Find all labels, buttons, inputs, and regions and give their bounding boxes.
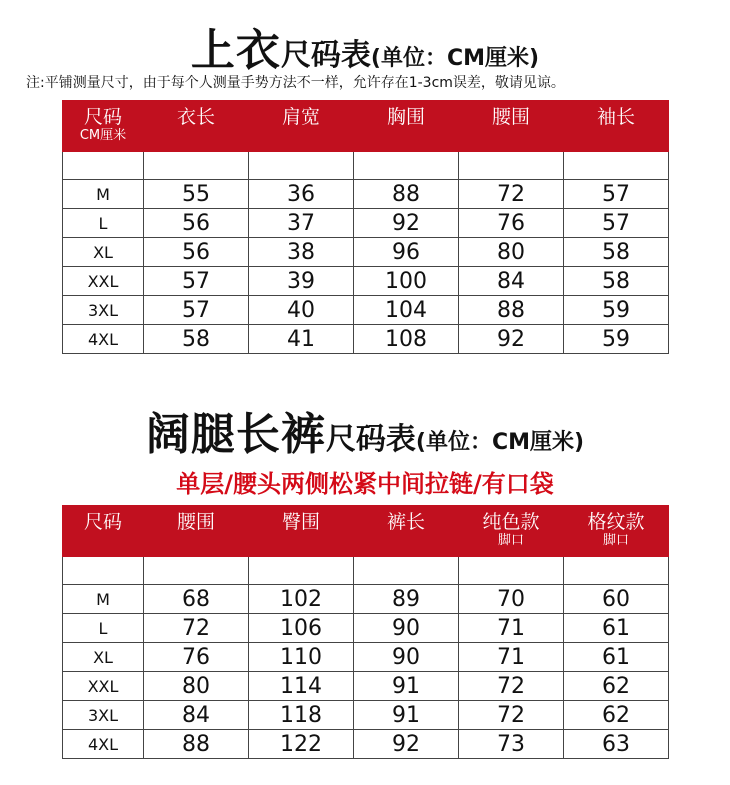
- tops-header-bust: 胸围: [354, 101, 459, 152]
- tops-table-row: [63, 296, 669, 325]
- tops-size-cell: XL: [63, 238, 144, 267]
- tops-value-cell: 88: [459, 296, 564, 325]
- tops-value-cell: 80: [459, 238, 564, 267]
- pants-value-cell: 89: [354, 585, 459, 614]
- pants-header-waist: 腰围: [144, 506, 249, 557]
- pants-size-table: [62, 505, 669, 759]
- pants-value-cell: 90: [354, 643, 459, 672]
- tops-value-cell: 57: [564, 180, 669, 209]
- pants-value-cell: 73: [459, 730, 564, 759]
- tops-value-cell: 88: [354, 180, 459, 209]
- tops-value-cell: 57: [564, 209, 669, 238]
- tops-size-cell: L: [63, 209, 144, 238]
- pants-value-cell: 80: [144, 672, 249, 701]
- pants-title-unit: (单位：CM厘米): [415, 430, 585, 455]
- pants-value-cell: 110: [249, 643, 354, 672]
- pants-value-cell: 72: [459, 672, 564, 701]
- tops-size-cell: M: [63, 180, 144, 209]
- tops-table-row: [63, 267, 669, 296]
- tops-value-cell: 104: [354, 296, 459, 325]
- tops-value-cell: 57: [144, 267, 249, 296]
- tops-size-cell: 4XL: [63, 325, 144, 354]
- tops-header-sleeve: 袖长: [564, 101, 669, 152]
- pants-value-cell: 84: [144, 701, 249, 730]
- pants-value-cell: 71: [459, 614, 564, 643]
- pants-value-cell: 90: [354, 614, 459, 643]
- pants-value-cell: 61: [564, 643, 669, 672]
- pants-size-cell: 4XL: [63, 730, 144, 759]
- tops-value-cell: 55: [144, 180, 249, 209]
- tops-value-cell: 92: [459, 325, 564, 354]
- tops-value-cell: 37: [249, 209, 354, 238]
- tops-value-cell: 76: [459, 209, 564, 238]
- tops-size-chart-title: [0, 14, 730, 78]
- pants-value-cell: 60: [564, 585, 669, 614]
- pants-value-cell: 92: [354, 730, 459, 759]
- pants-size-cell: M: [63, 585, 144, 614]
- pants-value-cell: 62: [564, 701, 669, 730]
- pants-title-main: 阔腿长裤: [145, 409, 326, 460]
- pants-value-cell: 91: [354, 672, 459, 701]
- pants-size-chart-title: [0, 398, 730, 462]
- pants-title-size-chart: 尺码表: [325, 422, 416, 457]
- pants-header-length: 裤长: [354, 506, 459, 557]
- pants-table-row: [63, 672, 669, 701]
- tops-header-waist: 腰围: [459, 101, 564, 152]
- pants-value-cell: 114: [249, 672, 354, 701]
- tops-value-cell: 92: [354, 209, 459, 238]
- tops-value-cell: 100: [354, 267, 459, 296]
- tops-value-cell: 59: [564, 296, 669, 325]
- tops-size-cell: XXL: [63, 267, 144, 296]
- tops-title-size-chart: 尺码表: [280, 38, 371, 73]
- tops-header-row: [63, 101, 669, 152]
- tops-value-cell: 72: [459, 180, 564, 209]
- tops-table-row: [63, 180, 669, 209]
- tops-value-cell: 96: [354, 238, 459, 267]
- tops-header-length: 衣长: [144, 101, 249, 152]
- pants-size-cell: L: [63, 614, 144, 643]
- pants-empty-row: [63, 557, 669, 585]
- tops-table-row: [63, 209, 669, 238]
- tops-value-cell: 39: [249, 267, 354, 296]
- tops-header-size: [63, 101, 144, 152]
- tops-header-shoulder: 肩宽: [249, 101, 354, 152]
- pants-value-cell: 106: [249, 614, 354, 643]
- pants-value-cell: 68: [144, 585, 249, 614]
- pants-value-cell: 91: [354, 701, 459, 730]
- tops-empty-row: [63, 152, 669, 180]
- pants-table-row: [63, 643, 669, 672]
- pants-value-cell: 72: [144, 614, 249, 643]
- pants-value-cell: 118: [249, 701, 354, 730]
- pants-value-cell: 62: [564, 672, 669, 701]
- pants-size-cell: XXL: [63, 672, 144, 701]
- pants-header-row: [63, 506, 669, 557]
- tops-table-row: [63, 325, 669, 354]
- tops-value-cell: 58: [564, 267, 669, 296]
- tops-table-row: [63, 238, 669, 267]
- tops-value-cell: 57: [144, 296, 249, 325]
- tops-size-cell: 3XL: [63, 296, 144, 325]
- tops-value-cell: 59: [564, 325, 669, 354]
- pants-header-size: 尺码: [63, 506, 144, 557]
- pants-value-cell: 71: [459, 643, 564, 672]
- pants-value-cell: 88: [144, 730, 249, 759]
- tops-title-main: 上衣: [190, 25, 281, 76]
- pants-table-row: [63, 585, 669, 614]
- tops-value-cell: 58: [564, 238, 669, 267]
- pants-value-cell: 70: [459, 585, 564, 614]
- pants-value-cell: 63: [564, 730, 669, 759]
- tops-header-size-unit: CM厘米: [79, 127, 127, 143]
- tops-value-cell: 38: [249, 238, 354, 267]
- pants-size-cell: 3XL: [63, 701, 144, 730]
- pants-value-cell: 61: [564, 614, 669, 643]
- pants-table-row: [63, 701, 669, 730]
- pants-size-cell: XL: [63, 643, 144, 672]
- pants-value-cell: 76: [144, 643, 249, 672]
- pants-value-cell: 122: [249, 730, 354, 759]
- tops-value-cell: 58: [144, 325, 249, 354]
- tops-value-cell: 56: [144, 209, 249, 238]
- tops-value-cell: 40: [249, 296, 354, 325]
- pants-value-cell: 72: [459, 701, 564, 730]
- pants-value-cell: 102: [249, 585, 354, 614]
- pants-table-row: [63, 614, 669, 643]
- pants-table-row: [63, 730, 669, 759]
- tops-value-cell: 108: [354, 325, 459, 354]
- pants-header-plaid-hem: 格纹款 脚口: [564, 506, 669, 557]
- measurement-note: 注:平铺测量尺寸，由于每个人测量手势方法不一样，允许存在1-3cm误差，敬请见谅。: [26, 75, 565, 91]
- tops-value-cell: 41: [249, 325, 354, 354]
- pants-feature-subtitle: 单层/腰头两侧松紧中间拉链/有口袋: [176, 470, 554, 498]
- tops-title-unit: (单位：CM厘米): [370, 46, 540, 71]
- pants-header-solid-hem: 纯色款 脚口: [459, 506, 564, 557]
- tops-size-table: [62, 100, 669, 354]
- pants-header-hip: 臀围: [249, 506, 354, 557]
- tops-value-cell: 36: [249, 180, 354, 209]
- tops-header-size-label: 尺码: [83, 106, 122, 128]
- tops-value-cell: 84: [459, 267, 564, 296]
- tops-value-cell: 56: [144, 238, 249, 267]
